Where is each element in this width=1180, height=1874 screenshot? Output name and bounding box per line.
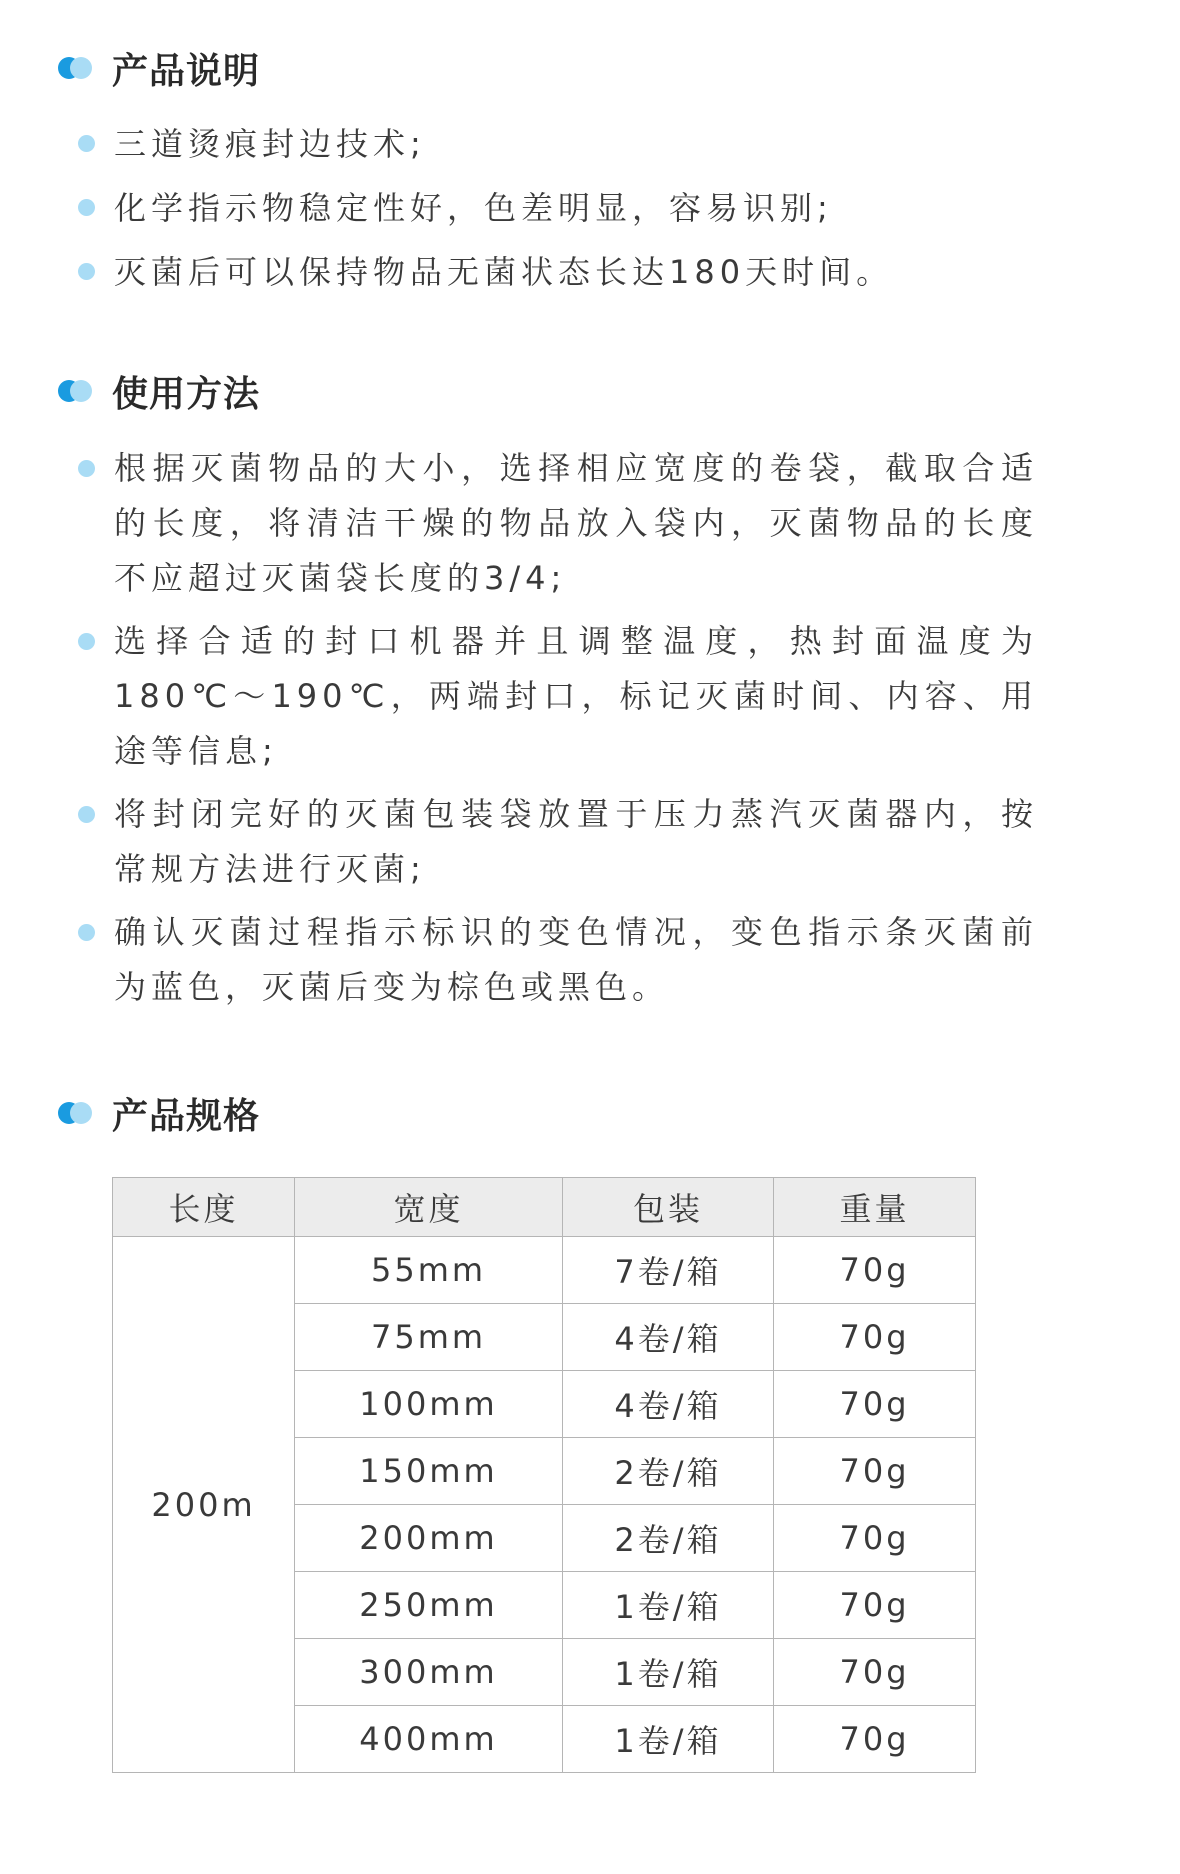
width-cell: 300mm bbox=[295, 1639, 563, 1706]
width-cell: 200mm bbox=[295, 1505, 563, 1572]
weight-cell: 70g bbox=[774, 1706, 976, 1773]
usage-list bbox=[78, 441, 1038, 1023]
list-item: 选择合适的封口机器并且调整温度，热封面温度为180℃～190℃，两端封口，标记灭菌时间、内容、用途等信息; bbox=[78, 614, 1038, 779]
pack-cell: 1卷/箱 bbox=[563, 1639, 774, 1706]
header-pack: 包装 bbox=[563, 1178, 774, 1237]
section-bullet-icon bbox=[58, 55, 98, 81]
section-heading: 产品说明 bbox=[112, 50, 261, 92]
spec-table bbox=[112, 1177, 976, 1773]
weight-cell: 70g bbox=[774, 1237, 976, 1304]
pack-cell: 1卷/箱 bbox=[563, 1572, 774, 1639]
header-length: 长度 bbox=[113, 1178, 295, 1237]
table-header-row bbox=[113, 1178, 976, 1237]
bullet-dot-icon bbox=[78, 199, 95, 216]
header-weight: 重量 bbox=[774, 1178, 976, 1237]
width-cell: 400mm bbox=[295, 1706, 563, 1773]
bullet-dot-icon bbox=[78, 924, 95, 941]
description-list bbox=[78, 112, 1038, 304]
weight-cell: 70g bbox=[774, 1505, 976, 1572]
bullet-dot-icon bbox=[78, 633, 95, 650]
list-item: 将封闭完好的灭菌包装袋放置于压力蒸汽灭菌器内，按常规方法进行灭菌; bbox=[78, 787, 1038, 897]
table-row bbox=[113, 1237, 976, 1304]
section-heading: 使用方法 bbox=[112, 373, 261, 415]
section-heading: 产品规格 bbox=[112, 1095, 261, 1137]
pack-cell: 2卷/箱 bbox=[563, 1438, 774, 1505]
width-cell: 55mm bbox=[295, 1237, 563, 1304]
list-item: 灭菌后可以保持物品无菌状态长达180天时间。 bbox=[78, 240, 1038, 304]
section-bullet-icon bbox=[58, 378, 98, 404]
section-title-usage bbox=[58, 365, 260, 417]
weight-cell: 70g bbox=[774, 1639, 976, 1706]
bullet-dot-icon bbox=[78, 806, 95, 823]
pack-cell: 2卷/箱 bbox=[563, 1505, 774, 1572]
section-title-specs bbox=[58, 1087, 260, 1139]
list-item: 三道烫痕封边技术; bbox=[78, 112, 1038, 176]
section-bullet-icon bbox=[58, 1100, 98, 1126]
section-title-description bbox=[58, 42, 260, 94]
list-item: 根据灭菌物品的大小，选择相应宽度的卷袋，截取合适的长度，将清洁干燥的物品放入袋内，灭菌物品的长度不应超过灭菌袋长度的3/4; bbox=[78, 441, 1038, 606]
list-item: 化学指示物稳定性好，色差明显，容易识别; bbox=[78, 176, 1038, 240]
width-cell: 250mm bbox=[295, 1572, 563, 1639]
weight-cell: 70g bbox=[774, 1572, 976, 1639]
pack-cell: 4卷/箱 bbox=[563, 1371, 774, 1438]
length-cell: 200m bbox=[113, 1237, 295, 1773]
list-item: 确认灭菌过程指示标识的变色情况，变色指示条灭菌前为蓝色，灭菌后变为棕色或黑色。 bbox=[78, 905, 1038, 1015]
width-cell: 100mm bbox=[295, 1371, 563, 1438]
bullet-dot-icon bbox=[78, 460, 95, 477]
width-cell: 150mm bbox=[295, 1438, 563, 1505]
weight-cell: 70g bbox=[774, 1438, 976, 1505]
width-cell: 75mm bbox=[295, 1304, 563, 1371]
pack-cell: 4卷/箱 bbox=[563, 1304, 774, 1371]
bullet-dot-icon bbox=[78, 135, 95, 152]
weight-cell: 70g bbox=[774, 1371, 976, 1438]
pack-cell: 7卷/箱 bbox=[563, 1237, 774, 1304]
pack-cell: 1卷/箱 bbox=[563, 1706, 774, 1773]
weight-cell: 70g bbox=[774, 1304, 976, 1371]
bullet-dot-icon bbox=[78, 263, 95, 280]
header-width: 宽度 bbox=[295, 1178, 563, 1237]
